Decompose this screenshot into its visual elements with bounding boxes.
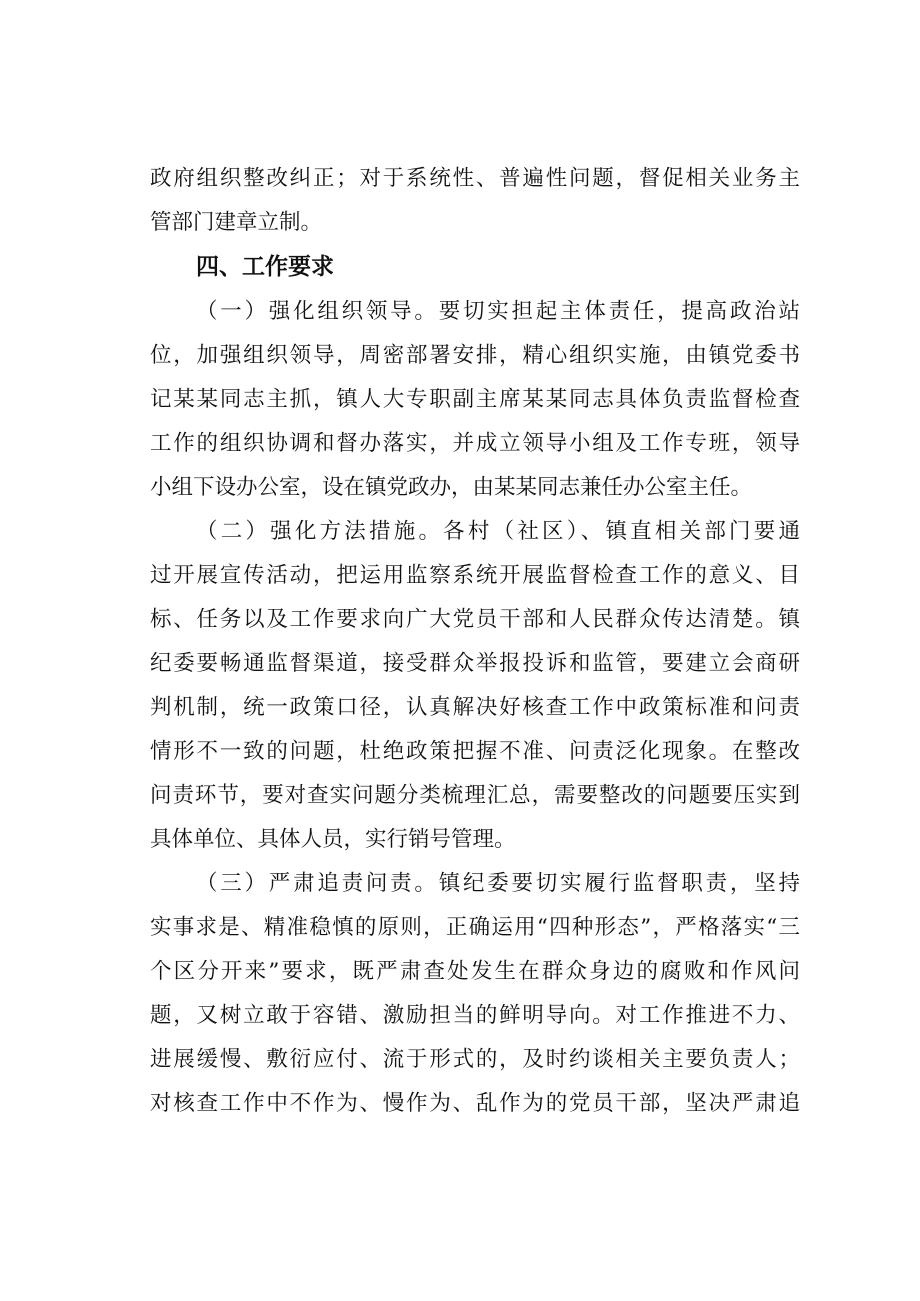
body-line: 标、任务以及工作要求向广大党员干部和人民群众传达清楚。镇 xyxy=(150,607,800,632)
body-line: 个区分开来”要求，既严肃查处发生在群众身边的腐败和作风问 xyxy=(150,959,800,984)
body-line: 过开展宣传活动，把运用监察系统开展监督检查工作的意义、目 xyxy=(150,563,800,588)
body-line: 对核查工作中不作为、慢作为、乱作为的党员干部，坚决严肃追 xyxy=(150,1091,800,1116)
body-line: 纪委要畅通监督渠道，接受群众举报投诉和监管，要建立会商研 xyxy=(150,651,800,676)
paragraph-first-line: （一）强化组织领导。要切实担起主体责任，提高政治站 xyxy=(196,299,800,324)
body-line: 位，加强组织领导，周密部署安排，精心组织实施，由镇党委书 xyxy=(150,343,800,368)
body-line: 记某某同志主抓，镇人大专职副主席某某同志具体负责监督检查 xyxy=(150,387,800,412)
paragraph-first-line: （三）严肃追责问责。镇纪委要切实履行监督职责，坚持 xyxy=(196,871,800,896)
body-line: 进展缓慢、敷衍应付、流于形式的，及时约谈相关主要负责人； xyxy=(150,1047,800,1072)
body-line: 管部门建章立制。 xyxy=(150,210,323,235)
body-line: 题，又树立敢于容错、激励担当的鲜明导向。对工作推进不力、 xyxy=(150,1003,800,1028)
body-line: 政府组织整改纠正；对于系统性、普遍性问题，督促相关业务主 xyxy=(150,166,800,191)
body-line: 工作的组织协调和督办落实，并成立领导小组及工作专班，领导 xyxy=(150,431,800,456)
body-line: 情形不一致的问题，杜绝政策把握不准、问责泛化现象。在整改 xyxy=(150,739,800,764)
section-heading: 四、工作要求 xyxy=(196,254,334,280)
body-line: 判机制，统一政策口径，认真解决好核查工作中政策标准和问责 xyxy=(150,695,800,720)
body-line: 实事求是、精准稳慎的原则，正确运用“四种形态”，严格落实“三 xyxy=(150,915,800,940)
body-line: 问责环节，要对查实问题分类梳理汇总，需要整改的问题要压实到 xyxy=(150,783,800,808)
paragraph-first-line: （二）强化方法措施。各村（社区）、镇直相关部门要通 xyxy=(196,519,800,544)
body-line: 具体单位、具体人员，实行销号管理。 xyxy=(150,827,516,852)
body-line: 小组下设办公室，设在镇党政办，由某某同志兼任办公室主任。 xyxy=(150,475,753,500)
